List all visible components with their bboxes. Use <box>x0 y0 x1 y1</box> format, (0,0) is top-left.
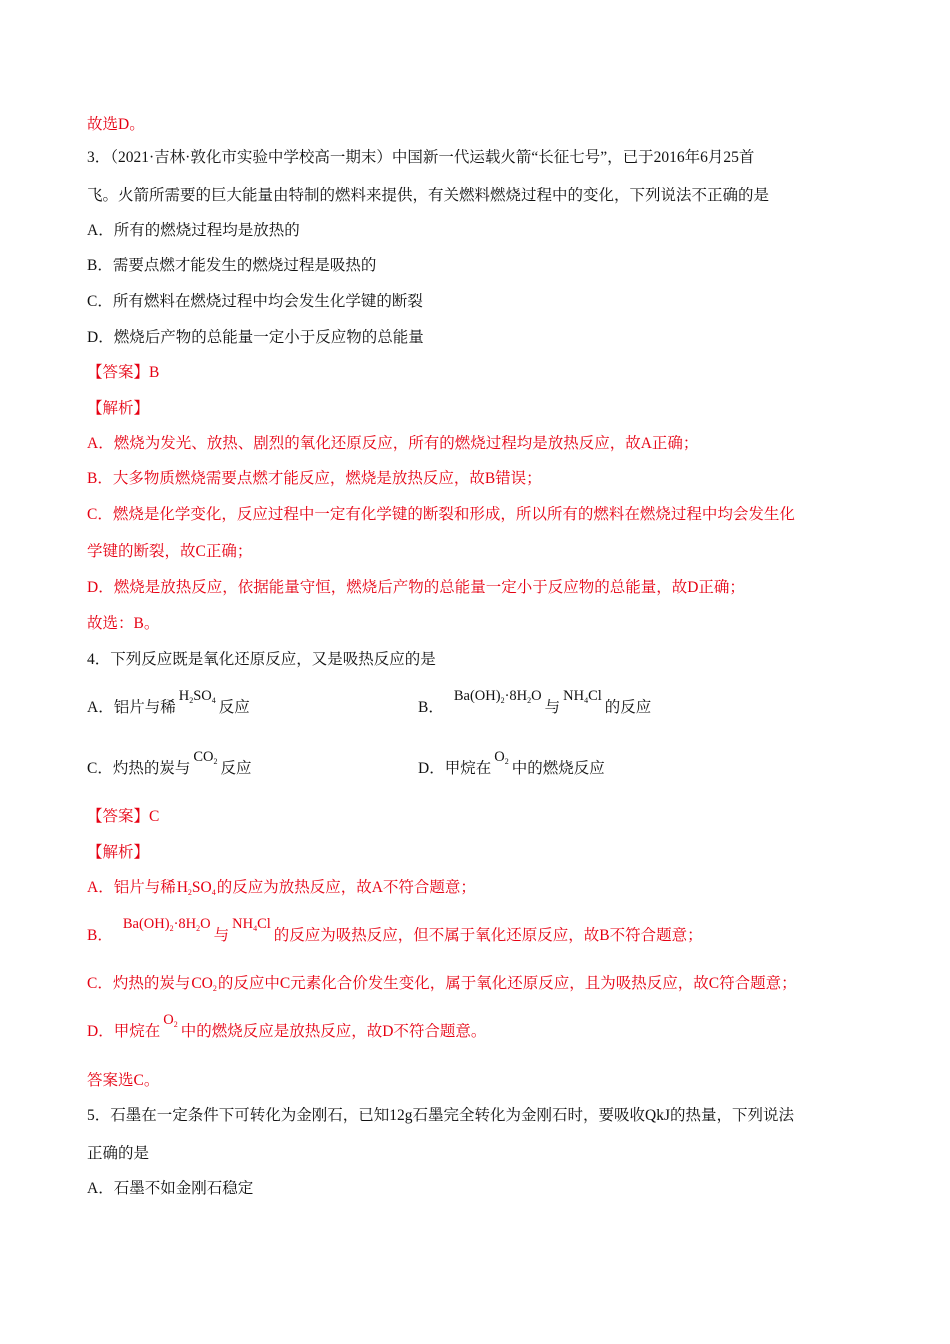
q4-analysis-a <box>87 878 476 903</box>
formula-part: SO <box>191 879 212 896</box>
q4-option-a <box>87 688 250 723</box>
q3-analysis-b: B．大多物质燃烧需要点燃才能反应，燃烧是放热反应，故B错误； <box>87 470 542 487</box>
analysis-text: 与 <box>213 927 230 944</box>
formula-subscript: 2 <box>500 696 505 705</box>
prev-conclusion: 故选D。 <box>87 116 145 133</box>
formula-part: CO <box>193 749 214 765</box>
formula-subscript: 2 <box>527 696 532 705</box>
formula-part: O <box>531 688 542 704</box>
formula-part: NH <box>563 688 585 704</box>
q3-analysis-c: C．燃烧是化学变化，反应过程中一定有化学键的断裂和形成，所以所有的燃料在燃烧过程中均会发生化 <box>87 506 795 523</box>
q5-stem-line2: 正确的是 <box>87 1145 150 1162</box>
q4-stem: 4．下列反应既是氧化还原反应，又是吸热反应的是 <box>87 651 436 668</box>
formula-part: H <box>178 688 190 704</box>
option-text: 中的燃烧反应 <box>511 760 605 777</box>
q3-answer: 【答案】B <box>87 364 160 381</box>
q3-option-b: B．需要点燃才能发生的燃烧过程是吸热的 <box>87 257 377 274</box>
q3-stem-line2: 飞。火箭所需要的巨大能量由特制的燃料来提供，有关燃料燃烧过程中的变化，下列说法不正确的是 <box>87 187 770 204</box>
option-text: 反应 <box>218 699 250 716</box>
formula-part: SO <box>193 688 212 704</box>
option-text: C．灼热的炭与 <box>87 760 191 777</box>
formula-co2 <box>191 974 217 999</box>
analysis-text: B． <box>87 927 113 944</box>
formula-subscript: 2 <box>173 1020 178 1029</box>
formula-part: ·8H <box>504 688 528 704</box>
q3-option-d: D．燃烧后产物的总能量一定小于反应物的总能量 <box>87 329 424 346</box>
formula-subscript: 2 <box>169 924 174 933</box>
formula-part: NH <box>232 916 254 932</box>
option-text: A．铝片与稀 <box>87 699 176 716</box>
analysis-text: 的反应为放热反应，故A不符合题意； <box>216 879 476 896</box>
analysis-text: D．甲烷在 <box>87 1023 161 1040</box>
option-text: 反应 <box>220 760 252 777</box>
formula-part: CO <box>191 975 213 992</box>
q4-option-c <box>87 749 252 784</box>
formula-part: Cl <box>257 916 271 932</box>
q4-option-d <box>418 749 605 784</box>
formula-subscript: 2 <box>212 984 217 993</box>
formula-subscript: 4 <box>211 696 216 705</box>
q4-analysis-c <box>87 974 797 999</box>
formula-subscript: 2 <box>504 757 509 766</box>
analysis-text: 中的燃烧反应是放热反应，故D不符合题意。 <box>180 1023 487 1040</box>
formula-part: ·8H <box>173 916 197 932</box>
q4-analysis-b <box>87 916 703 951</box>
formula-baoh2-8h2o <box>454 686 542 711</box>
q5-option-a: A．石墨不如金刚石稳定 <box>87 1180 254 1197</box>
formula-h2so4 <box>177 878 216 903</box>
formula-part: O <box>163 1012 174 1028</box>
formula-part: O <box>494 749 505 765</box>
q4-conclusion: 答案选C。 <box>87 1072 160 1089</box>
q4-option-b <box>418 688 652 723</box>
formula-part: O <box>200 916 211 932</box>
q4-answer: 【答案】C <box>87 808 160 825</box>
option-text: 的反应 <box>604 699 652 716</box>
formula-o2 <box>494 747 508 772</box>
q4-analysis-d <box>87 1012 487 1047</box>
formula-nh4cl <box>232 914 271 939</box>
q4-analysis-label: 【解析】 <box>87 844 150 861</box>
formula-subscript: 2 <box>189 696 194 705</box>
q5-stem-line1: 5．石墨在一定条件下可转化为金刚石，已知12g石墨完全转化为金刚石时，要吸收QkJ的热量，下列说法 <box>87 1107 794 1124</box>
q3-analysis-d: D．燃烧是放热反应，依据能量守恒，燃烧后产物的总能量一定小于反应物的总能量，故D正确； <box>87 579 745 596</box>
analysis-text: A．铝片与稀 <box>87 879 176 896</box>
formula-subscript: 2 <box>196 924 201 933</box>
formula-part: Ba(OH) <box>122 916 170 932</box>
formula-subscript: 4 <box>211 888 216 897</box>
formula-subscript: 4 <box>584 696 589 705</box>
q3-stem-line1: 3．（2021·吉林·敦化市实验中学校高一期末）中国新一代运载火箭“长征七号”，已于2016年6月25首 <box>87 149 755 166</box>
q3-option-a: A．所有的燃烧过程均是放热的 <box>87 222 300 239</box>
option-text: 与 <box>544 699 561 716</box>
formula-co2 <box>193 747 217 772</box>
formula-subscript: 2 <box>213 757 218 766</box>
formula-part: H <box>176 879 188 896</box>
formula-subscript: 2 <box>187 888 192 897</box>
option-text: D．甲烷在 <box>418 760 492 777</box>
analysis-text: 的反应中C元素化合价发生变化，属于氧化还原反应，且为吸热反应，故C符合题意； <box>217 975 797 992</box>
option-text: B． <box>418 699 444 716</box>
q3-option-c: C．所有燃料在燃烧过程中均会发生化学键的断裂 <box>87 293 423 310</box>
analysis-text: 的反应为吸热反应，但不属于氧化还原反应，故B不符合题意； <box>273 927 703 944</box>
formula-part: Cl <box>588 688 602 704</box>
analysis-text: C．灼热的炭与 <box>87 975 191 992</box>
formula-o2 <box>163 1010 177 1035</box>
q3-analysis-label: 【解析】 <box>87 400 150 417</box>
q3-analysis-c-cont: 学键的断裂，故C正确； <box>87 543 253 560</box>
formula-h2so4 <box>179 686 216 711</box>
formula-nh4cl <box>563 686 602 711</box>
formula-part: Ba(OH) <box>453 688 501 704</box>
formula-baoh2-8h2o <box>123 914 211 939</box>
q3-analysis-a: A．燃烧为发光、放热、剧烈的氧化还原反应，所有的燃烧过程均是放热反应，故A正确； <box>87 435 699 452</box>
formula-subscript: 4 <box>253 924 258 933</box>
q3-conclusion: 故选：B。 <box>87 615 160 632</box>
